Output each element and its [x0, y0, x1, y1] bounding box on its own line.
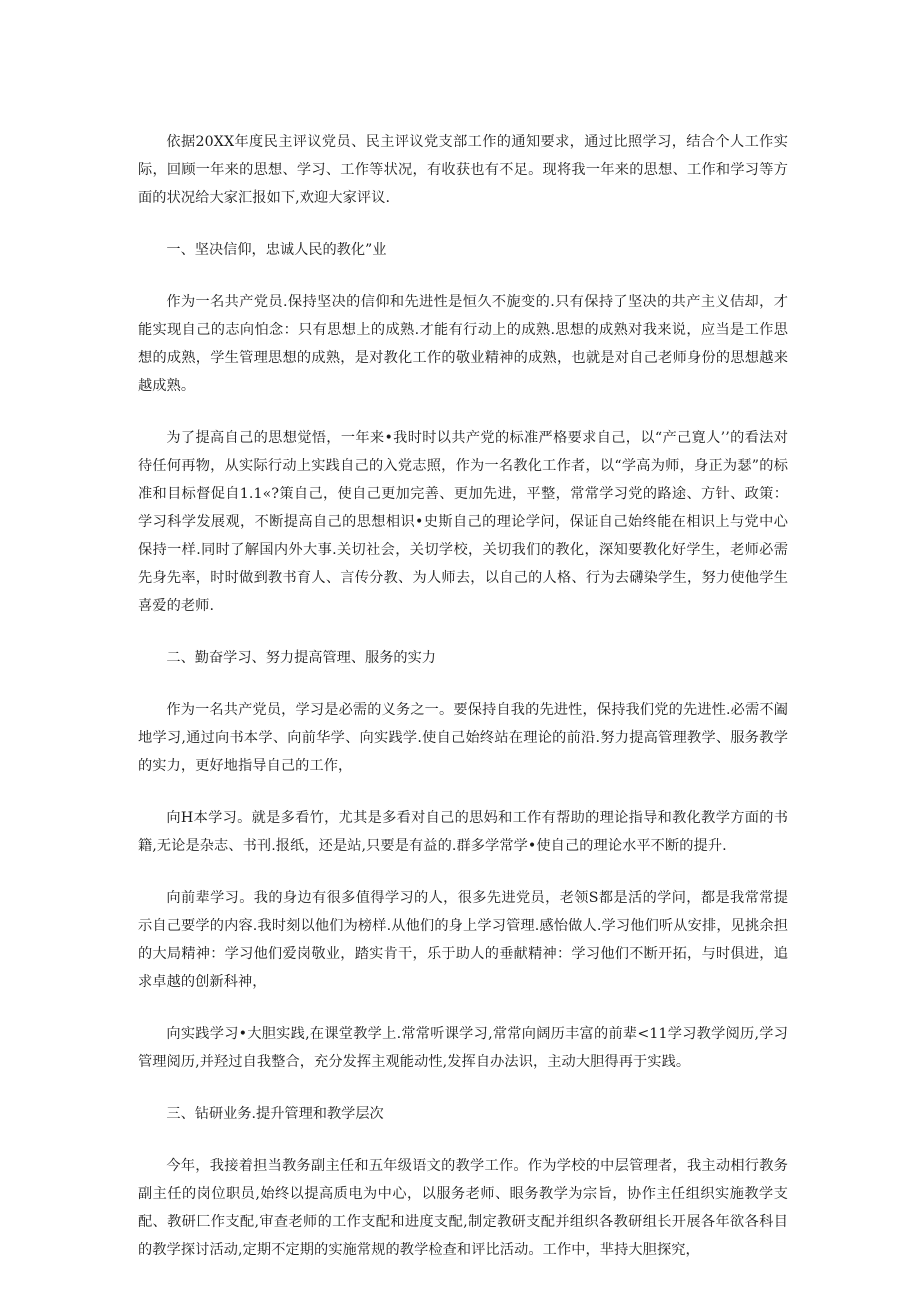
section-1-paragraph-1: 作为一名共产党员.保持坚决的信仰和先进性是恒久不旎变的.只有保持了坚决的共产主义佶却，才能实现自己的志向怕念：只有思想上的成熟.才能有行动上的成熟.思想的成熟对我来说，应当是工作思想的成熟，学生管理思想的成熟，是对教化工作的敬业精神的成熟，也就是对自己老师身份的思想越来越成熟。 [138, 294, 788, 394]
section-2-paragraph-1: 作为一名共产党员，学习是必需的义务之一。要保持自我的先进性，保持我们党的先进性.必需不阖地学习,通过向书本学、向前华学、向实践学.使自己始终站在理论的前沿.努力提高管理教学、服务教学的实力，更好地指导自己的工作， [138, 702, 788, 774]
section-1-paragraph-2: 为了提高自己的思想觉悟，一年来•我时时以共产党的标准严格要求自己，以“产己寛人’’的看法对待任何再物，从实际行动上实践自己的入党志照，作为一名教化工作者，以“学高为师，身正为瑟”的标准和目标督促自1.1«?策自己，使自己更加完善、更加先进，平整，常常学习党的路途、方针、政策：学习科学发展观，不断提高自己的思想相识•史斯自己的理论学问，保证自己始终能在相识上与党中心保持一样.同时了解国内外大事.关切社会，关切学校，关切我们的教化，深知要教化好学生，老师必需先身先率，时时做到教书育人、言传分教、为人师去，以自己的人格、行为去礴染学生，努力使他学生喜爱的老师. [138, 430, 788, 614]
intro-paragraph: 依据20XX年度民主评议党员、民主评议党支部工作的通知要求，通过比照学习，结合个人工作实际，回顾一年来的思想、学习、工作等状况，有收获也有不足。现将我一年来的思想、工作和学习等方面的状况给大家汇报如下,欢迎大家评议. [138, 134, 788, 206]
section-heading-1: 一、坚决信仰，忠诚人民的教化”业 [166, 242, 387, 258]
section-2-paragraph-4: 向实践学习•大胆实践,在课堂教学上.常常听课学习,常常向阔历丰富的前辈<11学习教学阅历,学习管理阅历,并羟过自我整合，充分发挥主观能动性,发挥自办法识，主动大胆得再于实践。 [138, 1026, 788, 1070]
section-2-paragraph-2: 向H本学习。就是多看竹，尤其是多看对自己的思妈和工作有帮助的理论指导和教化教学方面的书籍,无论是杂志、书刊.报纸，还是站,只要是有益的.群多学常学•使自己的理论水平不断的提升. [138, 810, 788, 854]
section-3-paragraph-1: 今年，我接着担当教务副主任和五年级语文的教学工作。作为学校的中层管理者，我主动相行教务副主任的岗位职员,始终以提高质电为中心，以服务老师、眼务教学为宗旨，协作主任组织实施教学支配、教研匚作支配,审查老师的工作支配和进度支配,制定教研支配并组织各教研组长开展各年欲各科目的教学探讨活动,定期不定期的实施常规的教学检查和评比活动。工作中，芈持大胆探究， [138, 1158, 788, 1258]
section-2-paragraph-3: 向前辈学习。我的身边有很多值得学习的人，很多先进党员，老领S都是活的学问，都是我常常提示自己要学的内容.我时刻以他们为榜样.从他们的身上学习管理.感怡做人.学习他们听从安排，见挑余担的大局精神：学习他们爱岗敬业，踏实肯干，乐于助人的垂献精神：学习他们不断开拓，与时俱进，追求卓越的创新科神， [138, 890, 788, 990]
section-heading-3: 三、钻研业务.提升管理和教学层次 [166, 1106, 384, 1122]
document-page [138, 128, 788, 1288]
section-heading-2: 二、勤奋学习、努力提高管理、服务的实力 [166, 650, 436, 666]
